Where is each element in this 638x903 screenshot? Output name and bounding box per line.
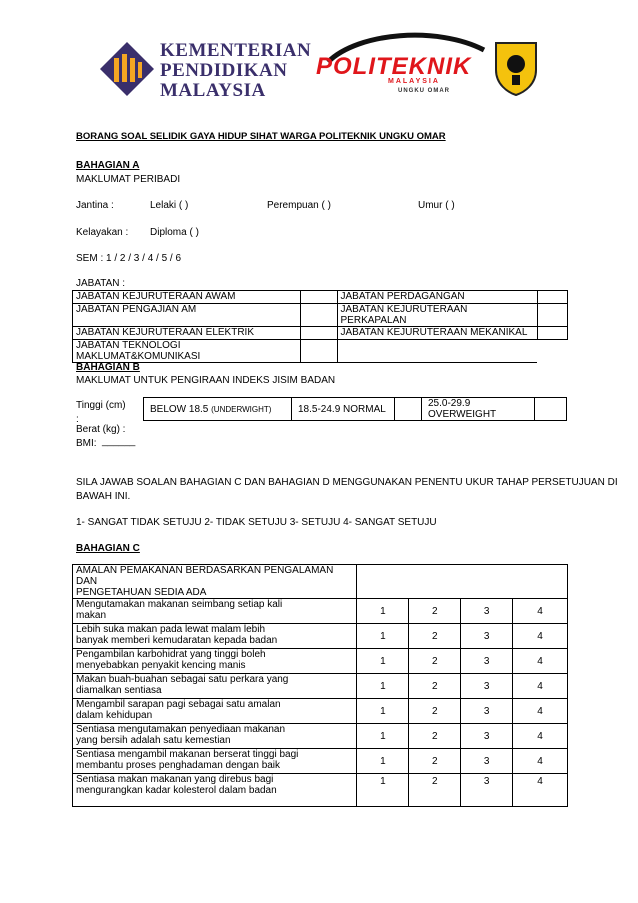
table-row xyxy=(73,291,568,304)
tinggi-colon: : xyxy=(76,414,79,425)
scale-option-4[interactable]: 4 xyxy=(513,599,568,624)
jabatan-name: JABATAN PERDAGANGAN xyxy=(337,291,537,304)
scale-option-2[interactable]: 2 xyxy=(409,699,461,724)
question-text: Makan buah-buahan sebagai satu perkara yang diamalkan sentiasa xyxy=(73,674,357,699)
bmi-underweight-label: BELOW 18.5 (UNDERWIGHT) xyxy=(144,398,292,421)
scale-option-1[interactable]: 1 xyxy=(357,749,409,774)
question-text: Sentiasa mengambil makanan berserat tinggi bagi membantu proses penghadaman dengan baik xyxy=(73,749,357,774)
scale-option-1[interactable]: 1 xyxy=(357,599,409,624)
kpm-logo-wordmark: KEMENTERIAN PENDIDIKAN MALAYSIA xyxy=(160,40,312,101)
table-row xyxy=(73,699,568,724)
scale-option-1[interactable]: 1 xyxy=(357,774,409,807)
jabatan-checkbox[interactable] xyxy=(301,340,337,363)
table-row xyxy=(73,674,568,699)
section-b-subheading: MAKLUMAT UNTUK PENGIRAAN INDEKS JISIM BADAN xyxy=(76,375,336,386)
scale-option-4[interactable]: 4 xyxy=(513,624,568,649)
scale-option-4[interactable]: 4 xyxy=(513,749,568,774)
bmi-category-table xyxy=(143,397,567,421)
instruction-line-1: SILA JAWAB SOALAN BAHAGIAN C DAN BAHAGIAN D MENGGUNAKAN PENENTU UKUR TAHAP PERSETUJUAN DI xyxy=(76,477,618,488)
jabatan-checkbox[interactable] xyxy=(301,327,337,340)
question-text: Mengambil sarapan pagi sebagai satu amalan dalam kehidupan xyxy=(73,699,357,724)
table-row xyxy=(73,340,568,363)
scale-option-2[interactable]: 2 xyxy=(409,649,461,674)
politeknik-logo-country: MALAYSIA xyxy=(388,78,440,85)
question-text: Pengambilan karbohidrat yang tinggi boleh menyebabkan penyakit kencing manis xyxy=(73,649,357,674)
scale-option-1[interactable]: 1 xyxy=(357,699,409,724)
jabatan-checkbox[interactable] xyxy=(301,291,337,304)
scale-option-4[interactable]: 4 xyxy=(513,699,568,724)
table-header: AMALAN PEMAKANAN BERDASARKAN PENGALAMAN DAN PENGETAHUAN SEDIA ADA xyxy=(73,565,357,599)
question-text: Lebih suka makan pada lewat malam lebih banyak memberi kemudaratan kepada badan xyxy=(73,624,357,649)
table-header-row xyxy=(73,565,568,599)
scale-option-2[interactable]: 2 xyxy=(409,749,461,774)
scale-option-2[interactable]: 2 xyxy=(409,774,461,807)
politeknik-logo-campus: UNGKU OMAR xyxy=(398,88,450,94)
question-text: Sentiasa mengutamakan penyediaan makanan yang bersih adalah satu kemestian xyxy=(73,724,357,749)
jantina-label: Jantina : xyxy=(76,200,114,211)
scale-option-3[interactable]: 3 xyxy=(461,749,513,774)
bmi-normal-label: 18.5-24.9 NORMAL xyxy=(292,398,395,421)
bmi-overweight-label: 25.0-29.9 OVERWEIGHT xyxy=(422,398,535,421)
jabatan-name: JABATAN PENGAJIAN AM xyxy=(73,304,301,327)
scale-option-4[interactable]: 4 xyxy=(513,724,568,749)
question-text: Sentiasa makan makanan yang direbus bagi mengurangkan kadar kolesterol dalam badan xyxy=(73,774,357,807)
scale-option-3[interactable]: 3 xyxy=(461,724,513,749)
scale-option-3[interactable]: 3 xyxy=(461,624,513,649)
diploma-option[interactable]: Diploma ( ) xyxy=(150,227,199,238)
scale-option-4[interactable]: 4 xyxy=(513,674,568,699)
jabatan-name: JABATAN KEJURUTERAAN AWAM xyxy=(73,291,301,304)
table-row xyxy=(73,327,568,340)
empty-cell xyxy=(537,340,567,363)
scale-option-2[interactable]: 2 xyxy=(409,599,461,624)
scale-option-1[interactable]: 1 xyxy=(357,649,409,674)
table-row xyxy=(73,649,568,674)
sem-selector[interactable]: SEM : 1 / 2 / 3 / 4 / 5 / 6 xyxy=(76,253,182,264)
section-a-heading: BAHAGIAN A xyxy=(76,160,140,171)
jabatan-name xyxy=(337,340,537,363)
question-text: Mengutamakan makanan seimbang setiap kali makan xyxy=(73,599,357,624)
jabatan-name: JABATAN KEJURUTERAAN ELEKTRIK xyxy=(73,327,301,340)
perempuan-option[interactable]: Perempuan ( ) xyxy=(267,200,331,211)
section-c-table xyxy=(72,564,568,807)
kpm-logo-emblem xyxy=(98,40,156,98)
table-row xyxy=(73,724,568,749)
scale-option-4[interactable]: 4 xyxy=(513,649,568,674)
table-row xyxy=(73,624,568,649)
scale-option-3[interactable]: 3 xyxy=(461,674,513,699)
table-row xyxy=(73,599,568,624)
scale-legend: 1- SANGAT TIDAK SETUJU 2- TIDAK SETUJU 3- SETUJU 4- SANGAT SETUJU xyxy=(76,517,437,528)
table-row xyxy=(73,774,568,807)
instruction-line-2: BAWAH INI. xyxy=(76,491,131,502)
jabatan-table xyxy=(72,290,568,363)
section-a-subheading: MAKLUMAT PERIBADI xyxy=(76,174,181,185)
form-title: BORANG SOAL SELIDIK GAYA HIDUP SIHAT WARGA POLITEKNIK UNGKU OMAR xyxy=(76,131,446,142)
tinggi-field[interactable]: Tinggi (cm) xyxy=(76,400,126,411)
scale-option-3[interactable]: 3 xyxy=(461,774,513,807)
bmi-overweight-checkbox[interactable] xyxy=(535,398,567,421)
bmi-blank[interactable]: ______ xyxy=(102,436,136,447)
scale-option-2[interactable]: 2 xyxy=(409,724,461,749)
scale-option-1[interactable]: 1 xyxy=(357,624,409,649)
table-row xyxy=(73,749,568,774)
section-c-heading: BAHAGIAN C xyxy=(76,543,140,554)
kelayakan-label: Kelayakan : xyxy=(76,227,129,238)
umur-field[interactable]: Umur ( ) xyxy=(418,200,455,211)
perak-crest-icon xyxy=(493,40,539,96)
jabatan-checkbox[interactable] xyxy=(537,327,567,340)
jabatan-checkbox[interactable] xyxy=(537,291,567,304)
scale-option-1[interactable]: 1 xyxy=(357,674,409,699)
jabatan-name: JABATAN KEJURUTERAAN MEKANIKAL xyxy=(337,327,537,340)
politeknik-logo-wordmark: POLITEKNIK xyxy=(316,53,472,80)
jabatan-checkbox[interactable] xyxy=(537,304,567,327)
scale-option-2[interactable]: 2 xyxy=(409,624,461,649)
scale-option-3[interactable]: 3 xyxy=(461,649,513,674)
bmi-normal-checkbox[interactable] xyxy=(395,398,422,421)
scale-option-4[interactable]: 4 xyxy=(513,774,568,807)
jabatan-name: JABATAN TEKNOLOGI MAKLUMAT&KOMUNIKASI xyxy=(73,340,301,363)
jabatan-checkbox[interactable] xyxy=(301,304,337,327)
table-row xyxy=(73,304,568,327)
berat-field[interactable]: Berat (kg) : xyxy=(76,424,126,435)
table-header-blank xyxy=(357,565,568,599)
scale-option-3[interactable]: 3 xyxy=(461,699,513,724)
section-b-heading: BAHAGIAN B xyxy=(76,362,140,373)
jabatan-name: JABATAN KEJURUTERAAN PERKAPALAN xyxy=(337,304,537,327)
scale-option-1[interactable]: 1 xyxy=(357,724,409,749)
scale-option-3[interactable]: 3 xyxy=(461,599,513,624)
jabatan-label: JABATAN : xyxy=(76,278,126,289)
table-row xyxy=(144,398,567,421)
scale-option-2[interactable]: 2 xyxy=(409,674,461,699)
lelaki-option[interactable]: Lelaki ( ) xyxy=(150,200,189,211)
bmi-label: BMI: xyxy=(76,438,97,449)
